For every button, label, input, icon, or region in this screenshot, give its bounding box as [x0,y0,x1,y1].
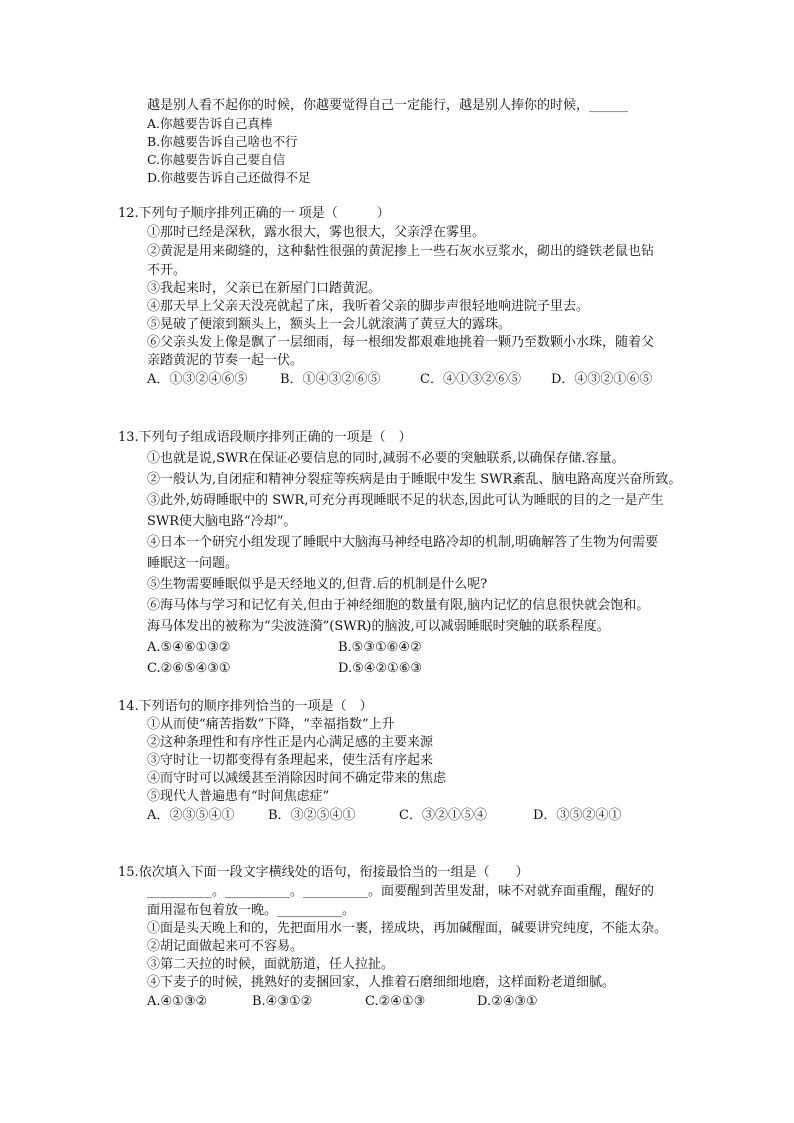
q14-option-b: B．③②⑤④① [268,808,356,823]
q13-line: SWR使大脑电路“冷却”。 [147,514,297,529]
q15-option-a: A.④①③② [147,994,208,1009]
q13-line: ⑤生物需要睡眠似乎是天经地义的,但背.后的机制是什么呢? [147,577,488,592]
q14-line: ①从而使“痛苦指数”下降，“幸福指数”上升 [147,717,395,732]
q11-option-d: D.你越要告诉自己还做得不足 [147,170,311,185]
q13-option-a: A.⑤④⑥①③② [147,640,231,655]
q12-line: ②黄泥是用来砌缝的，这种黏性很强的黄泥掺上一些石灰水豆浆水，砌出的缝铁老鼠也钻 [147,244,655,259]
q13-line: 睡眠这一问题。 [147,556,239,571]
q11-stem: 越是别人看不起你的时候，你越要觉得自己一定能行，越是别人捧你的时候，______ [147,98,629,113]
q11-option-a: A.你越要告诉自己真棒 [147,116,273,131]
q13-option-c: C.②⑥⑤④③① [147,661,231,676]
q15-line: ①面是头天晚上和的，先把面用水一裹，搓成块，再加碱醒面，碱要讲究纯度，不能太杂。 [147,921,668,936]
q15-line: __________。__________。__________。面要醒到苦里发甜，味不对就弃面重醒，醒好的 [147,884,655,899]
q11-option-b: B.你越要告诉自己啥也不行 [147,134,298,149]
q15-line: 面用湿布包着放一晚。__________。 [147,903,356,918]
q12-line: ⑤晃破了便滚到额头上，额头上一会儿就滚满了黄豆大的露珠。 [147,317,512,332]
q14-line: ②这种条理性和有序性正是内心满足感的主要来源 [147,735,434,750]
q15-stem: 15.依次填入下面一段文字横线处的语句，衔接最恰当的一组是（ ） [118,865,529,880]
q13-line: ①也就是说,SWR在保证必要信息的同时,减弱不必要的突触联系,以确保存储.容量。 [147,451,625,466]
q12-option-b: B．①④③②⑥⑤ [280,372,381,387]
q14-line: ⑤现代人普遍患有“时间焦虑症” [147,789,330,804]
q12-line: ⑥父亲头发上像是飘了一层细雨，每一根细发都艰难地挑着一颗乃至数颗小水珠，随着父 [147,335,655,350]
q12-line: ④那天早上父亲天没亮就起了床，我听着父亲的脚步声很轻地响进院子里去。 [147,299,590,314]
q12-option-c: C．④①③②⑥⑤ [420,372,521,387]
q13-option-b: B.⑤③①⑥④② [338,640,422,655]
q13-line: 海马体发出的被称为“尖波涟漪”(SWR)的脑波,可以减弱睡眠时突触的联系程度。 [147,619,610,634]
q12-line: ③我起来时，父亲已在新屋门口踏黄泥。 [147,281,382,296]
q12-option-d: D．④③②①⑥⑤ [551,372,653,387]
q15-line: ②胡记面做起来可不容易。 [147,939,304,954]
q14-line: ③守时让一切都变得有条理起来，使生活有序起来 [147,753,434,768]
q11-option-c: C.你越要告诉自己要自信 [147,152,286,167]
q15-option-d: D.②④③① [477,994,538,1009]
q12-line: 亲踏黄泥的节奏一起一伏。 [147,353,304,368]
q13-line: ④日本一个研究小组发现了睡眠中大脑海马神经电路冷却的机制,明确解答了生物为何需要 [147,535,659,550]
q13-option-d: D.⑤④②①⑥③ [338,661,423,676]
q15-option-c: C.②④①③ [365,994,426,1009]
q13-line: ③此外,妨碍睡眠中的 SWR,可充分再现睡眠不足的状态,因此可认为睡眠的目的之一是产生 [147,493,664,508]
q12-option-a: A．①③②④⑥⑤ [147,372,248,387]
q14-option-c: C．③②①⑤④ [399,808,487,823]
q13-stem: 13.下列句子组成语段顺序排列正确的一项是（ ） [118,430,412,445]
q12-stem: 12.下列句子顺序排列正确的一 项是（ ） [118,206,390,221]
q14-option-a: A．②③⑤④① [147,808,235,823]
q12-line: 不开。 [147,263,187,278]
q12-line: ①那时已经是深秋，露水很大，雾也很大，父亲浮在雾里。 [147,225,486,240]
q14-option-d: D．③⑤②④① [533,808,622,823]
q15-option-b: B.④③①② [252,994,313,1009]
q15-line: ④下麦子的时候，挑熟好的麦捆回家，人推着石磨细细地磨，这样面粉老道细腻。 [147,975,616,990]
q13-line: ⑥海马体与学习和记忆有关,但由于神经细胞的数量有限,脑内记忆的信息很快就会饱和。 [147,598,650,613]
q15-line: ③第二天拉的时候，面就筋道，任人拉扯。 [147,957,395,972]
q14-stem: 14.下列语句的顺序排列恰当的一项是（ ） [118,699,373,714]
q14-line: ④而守时可以减缓甚至消除因时间不确定带来的焦虑 [147,771,447,786]
q13-line: ②一般认为,自闭症和精神分裂症等疾病是由于睡眠中发生 SWR紊乱、脑电路高度兴奋所致。 [147,472,682,487]
